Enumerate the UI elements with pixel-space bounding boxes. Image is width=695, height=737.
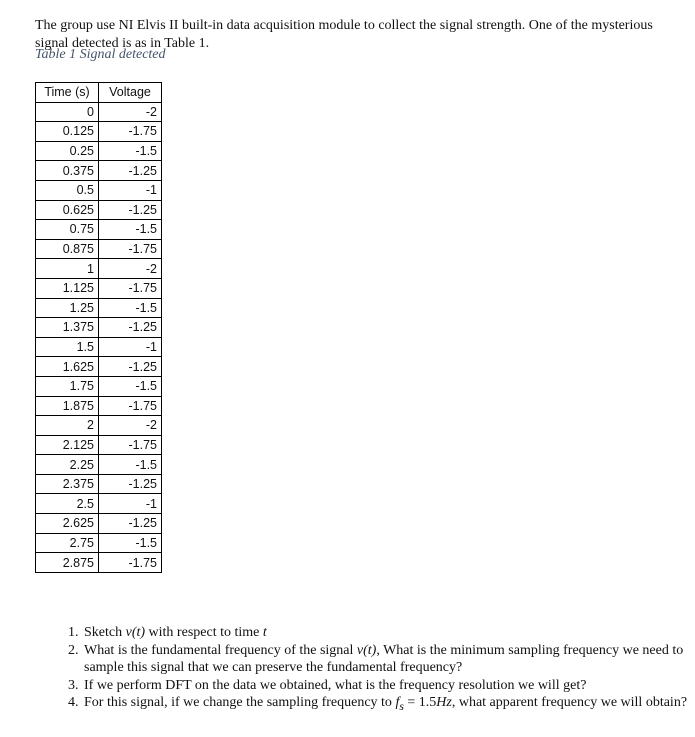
table-row xyxy=(36,396,162,416)
q2-text-a: What is the fundamental frequency of the signal xyxy=(84,642,357,658)
table-row xyxy=(36,318,162,338)
table-row xyxy=(36,122,162,142)
cell-time: 1.875 xyxy=(36,396,99,416)
intro-paragraph: The group use NI Elvis II built-in data acquisition module to collect the signal strength. One of the mysterious signal detected is as in Table 1. xyxy=(35,18,653,51)
question-3 xyxy=(82,677,695,695)
cell-time: 1.375 xyxy=(36,318,99,338)
cell-time: 1.25 xyxy=(36,298,99,318)
cell-time: 1 xyxy=(36,259,99,279)
cell-voltage: -2 xyxy=(99,259,162,279)
table-row xyxy=(36,180,162,200)
cell-voltage: -1.25 xyxy=(99,514,162,534)
q4-fs-subscript: s xyxy=(399,699,404,713)
q2-signal-symbol: v(t) xyxy=(356,642,377,658)
question-list xyxy=(45,624,695,715)
header-voltage: Voltage xyxy=(99,83,162,103)
cell-time: 2.5 xyxy=(36,494,99,514)
cell-voltage: -1.5 xyxy=(99,455,162,475)
cell-time: 2.625 xyxy=(36,514,99,534)
table-row xyxy=(36,102,162,122)
cell-voltage: -1 xyxy=(99,180,162,200)
table-body xyxy=(36,102,162,572)
cell-time: 2.125 xyxy=(36,435,99,455)
cell-time: 0.875 xyxy=(36,239,99,259)
table-row xyxy=(36,533,162,553)
cell-time: 1.75 xyxy=(36,376,99,396)
cell-voltage: -1.75 xyxy=(99,396,162,416)
table-row xyxy=(36,357,162,377)
q3-text: If we perform DFT on the data we obtained, what is the frequency resolution we will get? xyxy=(84,677,587,693)
question-2 xyxy=(82,642,695,677)
cell-time: 1.625 xyxy=(36,357,99,377)
table-header-row xyxy=(36,83,162,103)
table-row xyxy=(36,553,162,573)
table-caption: Table 1 Signal detected xyxy=(35,47,166,62)
table-row xyxy=(36,298,162,318)
table-row xyxy=(36,416,162,436)
table-row xyxy=(36,455,162,475)
table-row xyxy=(36,220,162,240)
cell-voltage: -1.75 xyxy=(99,239,162,259)
header-time: Time (s) xyxy=(36,83,99,103)
question-1 xyxy=(82,624,695,642)
cell-voltage: -1.5 xyxy=(99,533,162,553)
cell-time: 0.5 xyxy=(36,180,99,200)
cell-time: 0 xyxy=(36,102,99,122)
table-row xyxy=(36,514,162,534)
cell-voltage: -1 xyxy=(99,494,162,514)
table-row xyxy=(36,161,162,181)
cell-voltage: -1.25 xyxy=(99,161,162,181)
cell-time: 2.25 xyxy=(36,455,99,475)
cell-time: 2.375 xyxy=(36,474,99,494)
question-4 xyxy=(82,694,695,715)
table-row xyxy=(36,337,162,357)
cell-voltage: -2 xyxy=(99,102,162,122)
cell-voltage: -1.75 xyxy=(99,278,162,298)
cell-voltage: -1.5 xyxy=(99,376,162,396)
cell-time: 0.125 xyxy=(36,122,99,142)
q4-fs-symbol: f xyxy=(395,695,400,710)
cell-time: 0.25 xyxy=(36,141,99,161)
table-row xyxy=(36,239,162,259)
cell-time: 1.5 xyxy=(36,337,99,357)
q4-fs-value: = 1.5 xyxy=(403,695,437,710)
cell-voltage: -1.75 xyxy=(99,435,162,455)
cell-voltage: -1.75 xyxy=(99,122,162,142)
cell-voltage: -1.25 xyxy=(99,474,162,494)
cell-voltage: -1.5 xyxy=(99,220,162,240)
q1-text-c: with respect to time xyxy=(145,625,263,640)
signal-table xyxy=(35,82,162,573)
cell-voltage: -1.5 xyxy=(99,298,162,318)
cell-time: 2 xyxy=(36,416,99,436)
cell-voltage: -1 xyxy=(99,337,162,357)
cell-voltage: -1.25 xyxy=(99,200,162,220)
cell-voltage: -2 xyxy=(99,416,162,436)
cell-voltage: -1.75 xyxy=(99,553,162,573)
table-row xyxy=(36,474,162,494)
cell-time: 2.75 xyxy=(36,533,99,553)
table-row xyxy=(36,494,162,514)
table-row xyxy=(36,435,162,455)
cell-voltage: -1.25 xyxy=(99,357,162,377)
table-row xyxy=(36,141,162,161)
table-row xyxy=(36,376,162,396)
cell-time: 2.875 xyxy=(36,553,99,573)
table-row xyxy=(36,200,162,220)
cell-voltage: -1.25 xyxy=(99,318,162,338)
cell-time: 0.75 xyxy=(36,220,99,240)
table-row xyxy=(36,259,162,279)
q2-text-c: , What is the minimum sampling frequency we need to sample this signal that we can preserve the fundamental frequency? xyxy=(84,642,684,675)
cell-time: 0.375 xyxy=(36,161,99,181)
table-row xyxy=(36,278,162,298)
q4-unit: Hz xyxy=(436,695,452,710)
q1-signal-symbol: v(t) xyxy=(125,625,146,640)
cell-voltage: -1.5 xyxy=(99,141,162,161)
q1-time-symbol: t xyxy=(262,625,267,640)
q4-text-e: , what apparent frequency we will obtain? xyxy=(451,695,688,710)
cell-time: 0.625 xyxy=(36,200,99,220)
q4-text-a: For this signal, if we change the sampling frequency to xyxy=(84,695,396,710)
q1-text-a: Sketch xyxy=(84,625,126,640)
cell-time: 1.125 xyxy=(36,278,99,298)
